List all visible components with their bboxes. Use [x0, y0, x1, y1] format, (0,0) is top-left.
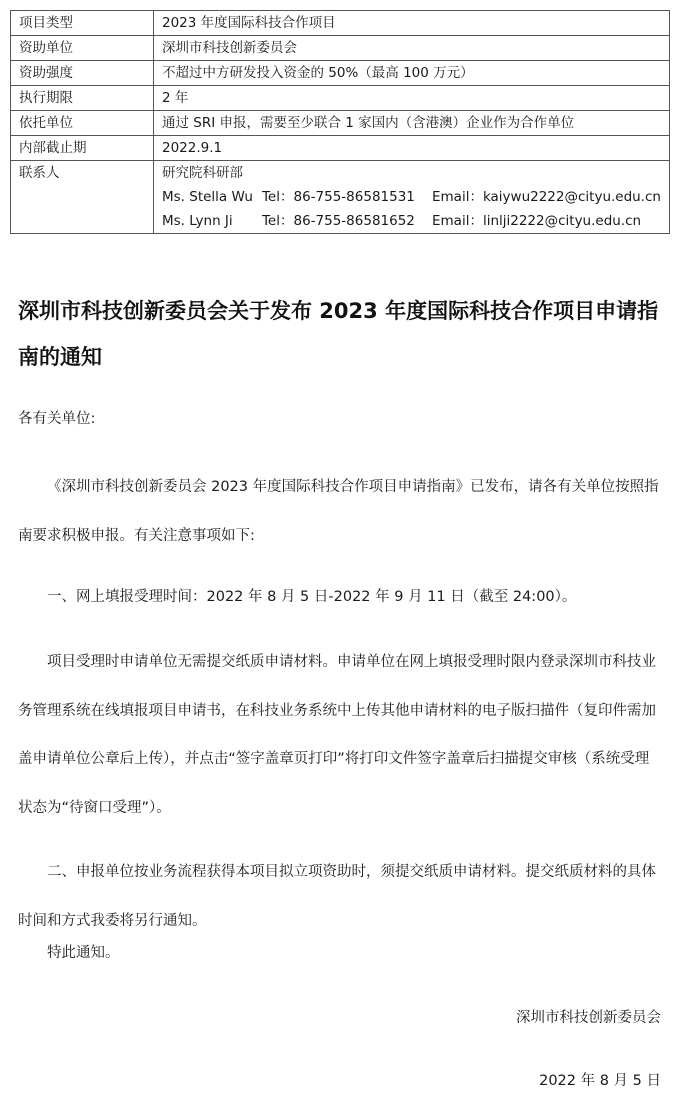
info-label: 执行期限	[11, 86, 154, 111]
paragraph-time: 一、网上填报受理时间：2022 年 8 月 5 日-2022 年 9 月 11 日（截至 24:00）。	[47, 589, 577, 605]
contact-phone: Tel：86-755-86581531	[261, 189, 415, 205]
info-row-contact	[11, 161, 670, 234]
info-row-duration	[11, 86, 670, 111]
contact-cell	[153, 161, 669, 234]
contact-name: Ms. Lynn Ji	[161, 213, 233, 229]
info-value: 2023 年度国际科技合作项目	[153, 11, 669, 36]
info-label: 资助强度	[11, 61, 154, 86]
info-label: 内部截止期	[11, 136, 154, 161]
info-row-project-type	[11, 11, 670, 36]
salutation: 各有关单位:	[18, 411, 96, 427]
info-value: 不超过中方研发投入资金的 50%（最高 100 万元）	[153, 61, 669, 86]
notice-title: 深圳市科技创新委员会关于发布 2023 年度国际科技合作项目申请指南的通知	[18, 299, 659, 369]
paragraph-intro: 《深圳市科技创新委员会 2023 年度国际科技合作项目申请指南》已发布，请各有关单位按照指南要求积极申报。有关注意事项如下:	[18, 479, 659, 544]
info-label: 项目类型	[11, 11, 154, 36]
contact-department: 研究院科研部	[161, 165, 243, 181]
info-row-funding-amount	[11, 61, 670, 86]
info-value: 2022.9.1	[153, 136, 669, 161]
contact-person	[162, 209, 661, 233]
contact-person	[162, 185, 661, 209]
contact-email[interactable]: Email：linlji2222@cityu.edu.cn	[431, 213, 642, 229]
info-value: 通过 SRI 申报，需要至少联合 1 家国内（含港澳）企业作为合作单位	[153, 111, 669, 136]
contact-name: Ms. Stella Wu	[161, 189, 253, 205]
paragraph-process: 项目受理时申请单位无需提交纸质申请材料。申请单位在网上填报受理时限内登录深圳市科技业务管理系统在线填报项目申请书，在科技业务系统中上传其他申请材料的电子版扫描件（复印件需加盖申请单位公章后上传），并点击“签字盖章页打印”将打印文件签字盖章后扫描提交审核（系统受理状态为“待窗口受理”）。	[18, 654, 656, 816]
info-label: 资助单位	[11, 36, 154, 61]
info-value: 2 年	[153, 86, 669, 111]
contact-email[interactable]: Email：kaiywu2222@cityu.edu.cn	[431, 189, 661, 205]
project-info-table	[10, 10, 670, 234]
info-row-host-unit	[11, 111, 670, 136]
info-row-funding-unit	[11, 36, 670, 61]
info-label: 依托单位	[11, 111, 154, 136]
paragraph-paper-materials: 二、申报单位按业务流程获得本项目拟立项资助时，须提交纸质申请材料。提交纸质材料的具体时间和方式我委将另行通知。	[18, 864, 656, 929]
signature: 深圳市科技创新委员会	[516, 1010, 661, 1026]
paragraph-closing: 特此通知。	[47, 945, 120, 961]
contact-phone: Tel：86-755-86581652	[261, 213, 415, 229]
notice-date: 2022 年 8 月 5 日	[539, 1073, 661, 1089]
info-label: 联系人	[11, 161, 154, 234]
info-row-deadline	[11, 136, 670, 161]
info-value: 深圳市科技创新委员会	[153, 36, 669, 61]
